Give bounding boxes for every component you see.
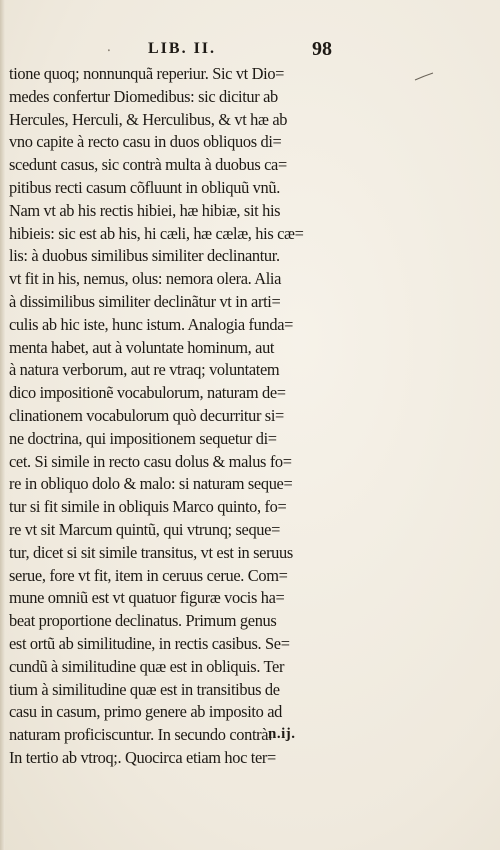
page-header xyxy=(0,38,500,64)
header-ornament: ⸱ xyxy=(107,44,111,59)
text-line: ne doctrina, qui impositionem sequetur di= xyxy=(9,428,277,448)
text-line: mune omniũ est vt quatuor figuræ vocis ha= xyxy=(9,588,285,608)
running-head: LIB. II. xyxy=(148,40,217,57)
text-line: Hercules, Herculi, & Herculibus, & vt hæ ab xyxy=(9,109,288,129)
body-text xyxy=(9,63,361,770)
text-line: hibieis: sic est ab his, hi cæli, hæ cælæ, his cæ= xyxy=(9,223,304,243)
text-line: naturam proficiscuntur. In secundo contrà. xyxy=(9,725,272,745)
text-line: tur si fit simile in obliquis Marco quinto, fo= xyxy=(9,497,287,517)
text-line: lis: à duobus similibus similiter declinantur. xyxy=(9,246,280,266)
text-line: beat proportione declinatus. Primum genus xyxy=(9,611,277,631)
text-line: re vt sit Marcum quintũ, qui vtrunq; seque= xyxy=(9,519,280,539)
text-line: tione quoq; nonnunquã reperiur. Sic vt Dio= xyxy=(9,64,285,83)
text-line: culis ab hic iste, hunc istum. Analogia funda= xyxy=(9,314,294,334)
text-line: menta habet, aut à voluntate hominum, aut xyxy=(9,337,275,357)
pen-mark-icon xyxy=(414,72,434,82)
signature-mark: n.ij. xyxy=(268,726,296,742)
text-line: re in obliquo dolo & malo: si naturam seque= xyxy=(9,474,293,494)
text-line: scedunt casus, sic contrà multa à duobus ca= xyxy=(9,155,287,175)
text-line: Nam vt ab his rectis hibiei, hæ hibiæ, sit his xyxy=(9,200,281,220)
text-line: pitibus recti casum cõfluunt in obliquũ vnũ. xyxy=(9,177,280,197)
text-line: medes confertur Diomedibus: sic dicitur ab xyxy=(9,86,278,106)
text-line: clinationem vocabulorum quò decurritur si= xyxy=(9,405,284,425)
text-line: à dissimilibus similiter declinãtur vt in arti= xyxy=(9,291,281,311)
text-line: vt fit in his, nemus, olus: nemora olera. Alia xyxy=(9,269,282,289)
text-line: tium à similitudine quæ est in transitibus de xyxy=(9,679,280,699)
text-line: serue, fore vt fit, item in ceruus cerue. Com= xyxy=(9,565,288,585)
text-line: à natura verborum, aut re vtraq; voluntatem xyxy=(9,360,280,380)
text-line: In tertio ab vtroq;. Quocirca etiam hoc ter= xyxy=(9,747,276,767)
text-line: est ortũ ab similitudine, in rectis casibus. Se= xyxy=(9,633,290,653)
text-line: dico impositionẽ vocabulorum, naturam de= xyxy=(9,383,286,403)
text-line: cundũ à similitudine quæ est in obliquis. Ter xyxy=(9,656,285,676)
page-gutter-edge xyxy=(0,0,5,850)
text-line: cet. Si simile in recto casu dolus & malus fo= xyxy=(9,451,292,471)
folio-number: 98 xyxy=(312,38,332,60)
text-line: casu in casum, primo genere ab imposito ad xyxy=(9,702,282,722)
text-line: tur, dicet si sit simile transitus, vt est in seruus xyxy=(9,542,293,562)
text-line: vno capite à recto casu in duos obliquos di= xyxy=(9,132,282,152)
